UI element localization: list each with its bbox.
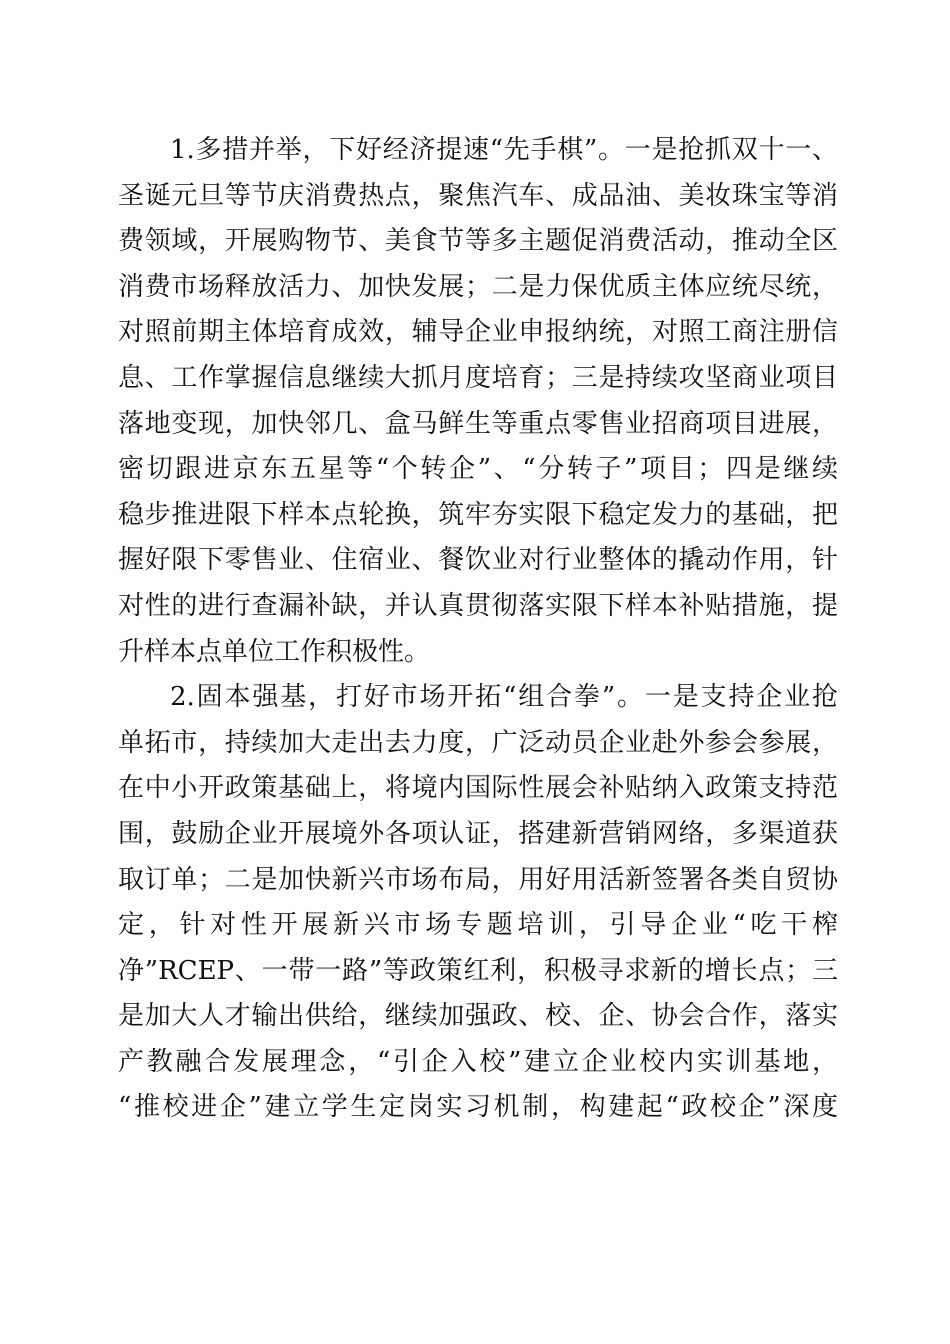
text-line: 稳步推进限下样本点轮换，筑牢夯实限下稳定发力的基础，把 — [118, 499, 838, 530]
text-line: 消费市场释放活力、加快发展；二是力保优质主体应统尽统， — [118, 271, 838, 302]
text-line: 是加大人才输出供给，继续加强政、校、企、协会合作，落实 — [118, 1001, 838, 1032]
text-line: 圣诞元旦等节庆消费热点，聚焦汽车、成品油、美妆珠宝等消 — [118, 180, 838, 211]
text-line: 息、工作掌握信息继续大抓月度培育；三是持续攻坚商业项目 — [118, 362, 838, 393]
text-line: 握好限下零售业、住宿业、餐饮业对行业整体的撬动作用，针 — [118, 545, 838, 576]
text-line: 定，针对性开展新兴市场专题培训，引导企业“吃干榨 — [118, 910, 838, 941]
text-line: “推校进企”建立学生定岗实习机制，构建起“政校企”深度 — [118, 1092, 838, 1123]
text-line: 对照前期主体培育成效，辅导企业申报纳统，对照工商注册信 — [118, 317, 838, 348]
text-line: 1.多措并举，下好经济提速“先手棋”。一是抢抓双十一、 — [170, 135, 838, 165]
text-line: 对性的进行查漏补缺，并认真贯彻落实限下样本补贴措施，提 — [118, 590, 838, 621]
text-line: 密切跟进京东五星等“个转企”、“分转子”项目；四是继续 — [118, 454, 838, 485]
text-line: 围，鼓励企业开展境外各项认证，搭建新营销网络，多渠道获 — [118, 818, 838, 849]
text-line: 2.固本强基，打好市场开拓“组合拳”。一是支持企业抢 — [170, 682, 838, 713]
body-text — [118, 128, 838, 1131]
text-line: 单拓市，持续加大走出去力度，广泛动员企业赴外参会参展， — [118, 727, 838, 758]
text-line: 落地变现，加快邻几、盒马鲜生等重点零售业招商项目进展， — [118, 408, 838, 439]
text-line: 净”RCEP、一带一路”等政策红利，积极寻求新的增长点；三 — [118, 955, 838, 986]
text-line: 在中小开政策基础上，将境内国际性展会补贴纳入政策支持范 — [118, 773, 838, 804]
paragraph-2 — [118, 675, 838, 1131]
text-line: 取订单；二是加快新兴市场布局，用好用活新签署各类自贸协 — [118, 864, 838, 895]
text-line: 产教融合发展理念，“引企入校”建立企业校内实训基地， — [118, 1046, 838, 1077]
text-line: 费领域，开展购物节、美食节等多主题促消费活动，推动全区 — [118, 226, 838, 257]
text-line: 升样本点单位工作积极性。 — [118, 636, 431, 667]
paragraph-1 — [118, 128, 838, 675]
